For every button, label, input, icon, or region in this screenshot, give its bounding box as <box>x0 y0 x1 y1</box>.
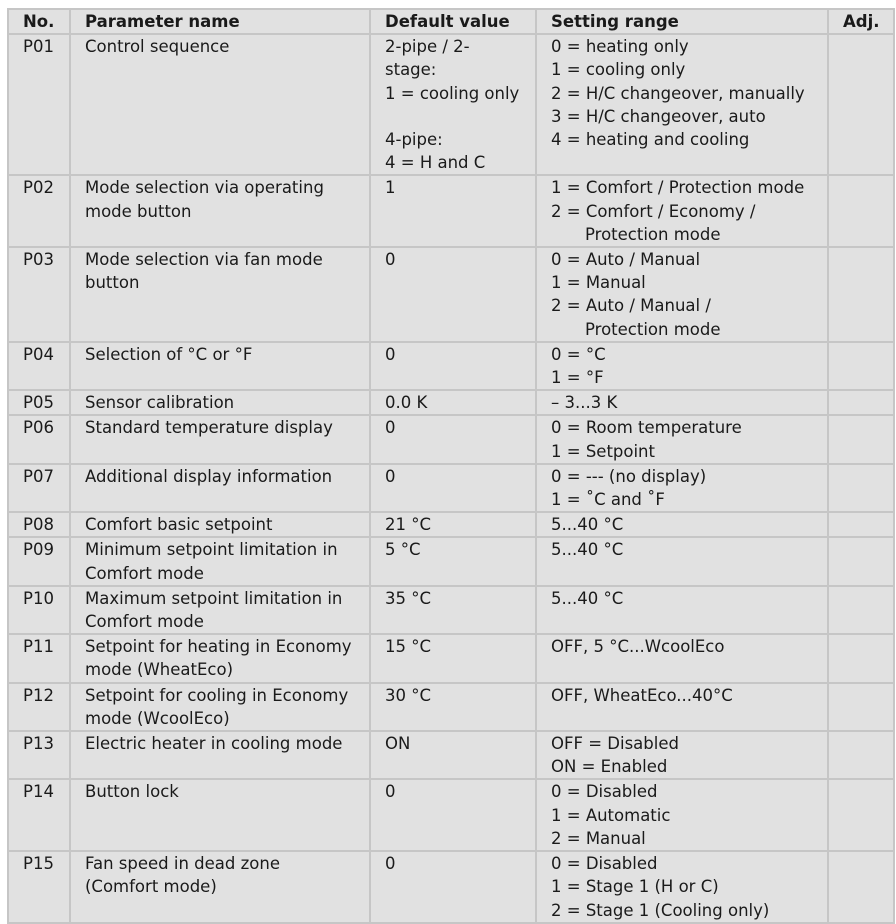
table-row <box>8 779 894 851</box>
default-value <box>370 390 536 415</box>
setting-range-line: OFF, 5 °C...WcoolEco <box>551 637 725 657</box>
setting-range-line: 4 = heating and cooling <box>551 130 750 150</box>
parameter-name <box>70 390 370 415</box>
parameter-name <box>70 851 370 923</box>
default-value <box>370 634 536 682</box>
setting-range <box>536 175 828 247</box>
setting-range <box>536 34 828 175</box>
default-value <box>370 537 536 585</box>
default-value-line: 4-pipe: <box>385 130 443 149</box>
header-adjusted: Adj. <box>828 9 894 34</box>
default-value-line: 1 <box>385 178 396 198</box>
header-no: No. <box>8 9 70 34</box>
setting-range-line: 1 = Stage 1 (H or C) <box>551 877 719 897</box>
parameter-name-line: Mode selection via operating <box>85 178 324 198</box>
setting-range-line: 2 = Stage 1 (Cooling only) <box>551 900 770 920</box>
default-value-line: 5 °C <box>385 540 421 560</box>
setting-range <box>536 512 828 537</box>
default-value-line: 0 <box>385 782 396 802</box>
setting-range-line: 2 = Comfort / Economy / <box>551 201 756 221</box>
table-row <box>8 175 894 247</box>
default-value-line: 21 °C <box>385 515 432 535</box>
parameter-name-line: (Comfort mode) <box>85 877 217 897</box>
parameter-number: P11 <box>8 634 70 682</box>
parameter-name-line: Minimum setpoint limitation in <box>85 540 338 560</box>
parameter-table <box>7 8 895 924</box>
adjusted-value-cell[interactable] <box>828 851 894 923</box>
default-value-line: 35 °C <box>385 588 432 608</box>
parameter-name-line: button <box>85 273 140 293</box>
table-row <box>8 247 894 342</box>
parameter-name <box>70 731 370 779</box>
setting-range-line: Protection mode <box>585 319 721 339</box>
default-value <box>370 851 536 923</box>
parameter-name <box>70 779 370 851</box>
default-value-line: 30 °C <box>385 685 432 705</box>
setting-range-line: 1 = Setpoint <box>551 441 655 461</box>
parameter-name <box>70 34 370 175</box>
parameter-name <box>70 634 370 682</box>
setting-range-line: 2 = H/C changeover, manually <box>551 83 805 103</box>
default-value-line: 0 <box>385 466 396 486</box>
setting-range-line: 1 = ˚C and ˚F <box>551 490 665 510</box>
setting-range-line: 1 = Comfort / Protection mode <box>551 178 805 198</box>
adjusted-value-cell[interactable] <box>828 634 894 682</box>
default-value-line: 1 = cooling only <box>385 83 520 103</box>
table-row <box>8 537 894 585</box>
header-setting-range: Setting range <box>536 9 828 34</box>
table-row <box>8 512 894 537</box>
adjusted-value-cell[interactable] <box>828 342 894 390</box>
setting-range <box>536 634 828 682</box>
table-row <box>8 464 894 512</box>
header-default-value: Default value <box>370 9 536 34</box>
default-value-line: 15 °C <box>385 637 432 657</box>
setting-range-line: 5...40 °C <box>551 515 624 535</box>
parameter-number: P02 <box>8 175 70 247</box>
adjusted-value-cell[interactable] <box>828 464 894 512</box>
parameter-name-line: Maximum setpoint limitation in <box>85 588 343 608</box>
adjusted-value-cell[interactable] <box>828 415 894 463</box>
setting-range-line: OFF = Disabled <box>551 734 679 754</box>
setting-range <box>536 586 828 634</box>
default-value <box>370 415 536 463</box>
default-value-line: 0 <box>385 344 396 364</box>
default-value <box>370 512 536 537</box>
setting-range <box>536 247 828 342</box>
parameter-name-line: Electric heater in cooling mode <box>85 734 343 754</box>
parameter-name-line: Fan speed in dead zone <box>85 854 280 874</box>
setting-range <box>536 779 828 851</box>
parameter-name-line: Setpoint for cooling in Economy <box>85 685 349 705</box>
parameter-number: P07 <box>8 464 70 512</box>
adjusted-value-cell[interactable] <box>828 247 894 342</box>
default-value-line: 0 <box>385 418 396 438</box>
setting-range <box>536 537 828 585</box>
setting-range-line: 0 = heating only <box>551 37 689 57</box>
setting-range <box>536 851 828 923</box>
setting-range-line: 1 = °F <box>551 368 604 388</box>
default-value-line: stage: <box>385 60 437 80</box>
parameter-number: P05 <box>8 390 70 415</box>
setting-range-line: 1 = cooling only <box>551 60 686 80</box>
adjusted-value-cell[interactable] <box>828 683 894 731</box>
parameter-name-line: mode (WheatEco) <box>85 660 234 680</box>
setting-range <box>536 464 828 512</box>
parameter-name <box>70 537 370 585</box>
parameter-number: P08 <box>8 512 70 537</box>
table-row <box>8 683 894 731</box>
parameter-name-line: Mode selection via fan mode <box>85 250 323 270</box>
parameter-number: P13 <box>8 731 70 779</box>
setting-range-line: 1 = Manual <box>551 273 646 293</box>
default-value <box>370 464 536 512</box>
header-parameter-name: Parameter name <box>70 9 370 34</box>
setting-range <box>536 683 828 731</box>
setting-range-line: – 3...3 K <box>551 393 618 413</box>
parameter-number: P03 <box>8 247 70 342</box>
parameter-name <box>70 512 370 537</box>
setting-range-line: 5...40 °C <box>551 588 624 608</box>
table-body <box>8 34 894 923</box>
parameter-name <box>70 683 370 731</box>
setting-range-line: 2 = Manual <box>551 828 646 848</box>
setting-range-line: 0 = Auto / Manual <box>551 250 701 270</box>
adjusted-value-cell[interactable] <box>828 537 894 585</box>
table-row <box>8 342 894 390</box>
parameter-name <box>70 175 370 247</box>
default-value-line: ON <box>385 734 411 754</box>
setting-range-line: 0 = Disabled <box>551 854 658 874</box>
default-value-line: 4 = H and C <box>385 153 486 173</box>
parameter-number: P09 <box>8 537 70 585</box>
parameter-number: P01 <box>8 34 70 175</box>
default-value <box>370 779 536 851</box>
parameter-name <box>70 415 370 463</box>
table-row <box>8 415 894 463</box>
table-row <box>8 731 894 779</box>
parameter-name-line: Comfort mode <box>85 563 204 583</box>
setting-range-line: 3 = H/C changeover, auto <box>551 106 766 126</box>
setting-range-line: ON = Enabled <box>551 757 668 777</box>
parameter-name <box>70 247 370 342</box>
default-value-line: 0 <box>385 854 396 874</box>
setting-range <box>536 415 828 463</box>
default-value <box>370 342 536 390</box>
setting-range-line: 0 = Room temperature <box>551 418 742 438</box>
setting-range-line: 2 = Auto / Manual / <box>551 296 711 316</box>
adjusted-value-cell[interactable] <box>828 175 894 247</box>
setting-range-line: 0 = °C <box>551 344 606 364</box>
parameter-name-line: Setpoint for heating in Economy <box>85 637 352 657</box>
parameter-number: P04 <box>8 342 70 390</box>
default-value <box>370 34 536 175</box>
default-value-line: 0.0 K <box>385 393 428 413</box>
parameter-name-line: Control sequence <box>85 37 230 57</box>
setting-range-line: OFF, WheatEco...40°C <box>551 685 733 705</box>
setting-range-line: 0 = --- (no display) <box>551 466 707 486</box>
setting-range <box>536 731 828 779</box>
default-value <box>370 586 536 634</box>
setting-range-line: 5...40 °C <box>551 540 624 560</box>
default-value-line: 2-pipe / 2- <box>385 37 470 57</box>
adjusted-value-cell[interactable] <box>828 34 894 175</box>
adjusted-value-cell[interactable] <box>828 586 894 634</box>
parameter-name-line: mode button <box>85 201 192 221</box>
setting-range <box>536 390 828 415</box>
parameter-number: P12 <box>8 683 70 731</box>
parameter-number: P15 <box>8 851 70 923</box>
parameter-name-line: Comfort basic setpoint <box>85 515 273 535</box>
parameter-number: P06 <box>8 415 70 463</box>
parameter-name-line: Sensor calibration <box>85 393 235 413</box>
parameter-name <box>70 342 370 390</box>
parameter-name <box>70 464 370 512</box>
parameter-number: P10 <box>8 586 70 634</box>
default-value <box>370 683 536 731</box>
parameter-name-line: Additional display information <box>85 466 333 486</box>
parameter-name <box>70 586 370 634</box>
default-value-line: 0 <box>385 250 396 270</box>
setting-range-line: 0 = Disabled <box>551 782 658 802</box>
table-row <box>8 390 894 415</box>
setting-range-line: 1 = Automatic <box>551 805 671 825</box>
parameter-name-line: Button lock <box>85 782 179 802</box>
default-value <box>370 175 536 247</box>
default-value <box>370 731 536 779</box>
parameter-name-line: Standard temperature display <box>85 418 333 438</box>
header-row <box>8 9 894 34</box>
adjusted-value-cell[interactable] <box>828 731 894 779</box>
adjusted-value-cell[interactable] <box>828 779 894 851</box>
table-row <box>8 634 894 682</box>
adjusted-value-cell[interactable] <box>828 390 894 415</box>
setting-range <box>536 342 828 390</box>
parameter-name-line: mode (WcoolEco) <box>85 708 230 728</box>
adjusted-value-cell[interactable] <box>828 512 894 537</box>
parameter-name-line: Comfort mode <box>85 612 204 632</box>
table-row <box>8 586 894 634</box>
table-row <box>8 34 894 175</box>
setting-range-line: Protection mode <box>585 224 721 244</box>
parameter-name-line: Selection of °C or °F <box>85 344 253 364</box>
default-value-line <box>385 105 535 128</box>
default-value <box>370 247 536 342</box>
table-row <box>8 851 894 923</box>
parameter-number: P14 <box>8 779 70 851</box>
